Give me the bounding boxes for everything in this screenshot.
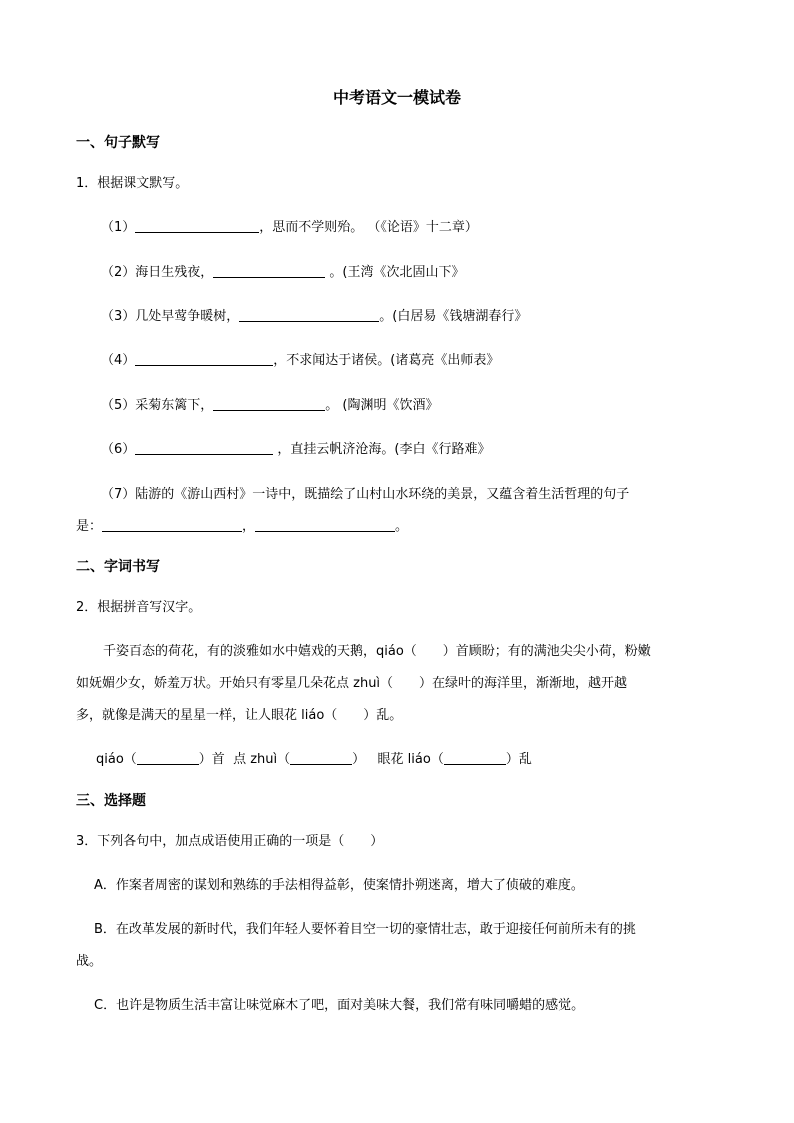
section-heading-1: 一、句子默写 (76, 135, 160, 151)
section-heading-3: 三、选择题 (76, 793, 146, 809)
q1-item-2: （2）海日生残夜， 。(王湾《次北固山下》 (101, 265, 465, 280)
q3-option-c[interactable]: C．也许是物质生活丰富让味觉麻木了吧，面对美味大餐，我们常有味同嚼蜡的感觉。 (94, 998, 585, 1013)
q3-option-b-line-2[interactable]: 战。 (76, 954, 103, 969)
answer-blank[interactable] (102, 517, 242, 532)
q1-item-3: （3）几处早莺争暖树， 。(白居易《钱塘湖春行》 (101, 309, 528, 324)
q1-item-7-line2: 是： ， 。 (76, 519, 409, 534)
answer-blank[interactable] (290, 750, 352, 765)
answer-blank[interactable] (135, 218, 259, 233)
answer-blank[interactable] (239, 307, 379, 322)
q2-paragraph-line-3: 多，就像是满天的星星一样，让人眼花 liáo（ ）乱。 (76, 708, 403, 723)
q1-item-5: （5）采菊东篱下， 。 (陶渊明《饮酒》 (101, 398, 439, 413)
q1-item-4: （4） ，不求闻达于诸侯。(诸葛亮《出师表》 (101, 353, 500, 368)
q2-answer-line: qiáo（ ）首 点 zhuì（ ） 眼花 liáo（ ）乱 (96, 752, 532, 767)
question-1-stem: 1．根据课文默写。 (76, 176, 189, 191)
q3-option-a[interactable]: A．作案者周密的谋划和熟练的手法相得益彰，使案情扑朔迷离，增大了侦破的难度。 (94, 878, 584, 893)
q1-item-1: （1） ，思而不学则殆。 （《论语》十二章） (101, 220, 478, 235)
answer-blank[interactable] (213, 263, 325, 278)
answer-blank[interactable] (135, 351, 273, 366)
answer-blank[interactable] (255, 517, 395, 532)
q2-paragraph-line-2: 如妩媚少女，娇羞万状。开始只有零星几朵花点 zhuì（ ）在绿叶的海洋里，渐渐地，越开越 (76, 676, 628, 691)
q3-option-b-line-1[interactable]: B．在改革发展的新时代，我们年轻人要怀着目空一切的豪情壮志，敢于迎接任何前所未有的挑 (94, 922, 636, 937)
section-heading-2: 二、字词书写 (76, 559, 160, 575)
answer-blank[interactable] (137, 750, 199, 765)
answer-blank[interactable] (135, 440, 273, 455)
question-3-stem: 3．下列各句中，加点成语使用正确的一项是（ ） (76, 834, 384, 849)
q2-paragraph-line-1: 千姿百态的荷花，有的淡雅如水中嬉戏的天鹅，qiáo（ ）首顾盼；有的满池尖尖小荷，粉嫩 (103, 644, 651, 659)
q1-item-6: （6） ，直挂云帆济沧海。(李白《行路难》 (101, 442, 491, 457)
answer-blank[interactable] (213, 396, 325, 411)
page-title: 中考语文一模试卷 (332, 88, 461, 107)
q1-item-7-line1: （7）陆游的《游山西村》一诗中，既描绘了山村山水环绕的美景，又蕴含着生活哲理的句子 (101, 487, 630, 502)
question-2-stem: 2．根据拼音写汉字。 (76, 600, 202, 615)
answer-blank[interactable] (444, 750, 506, 765)
